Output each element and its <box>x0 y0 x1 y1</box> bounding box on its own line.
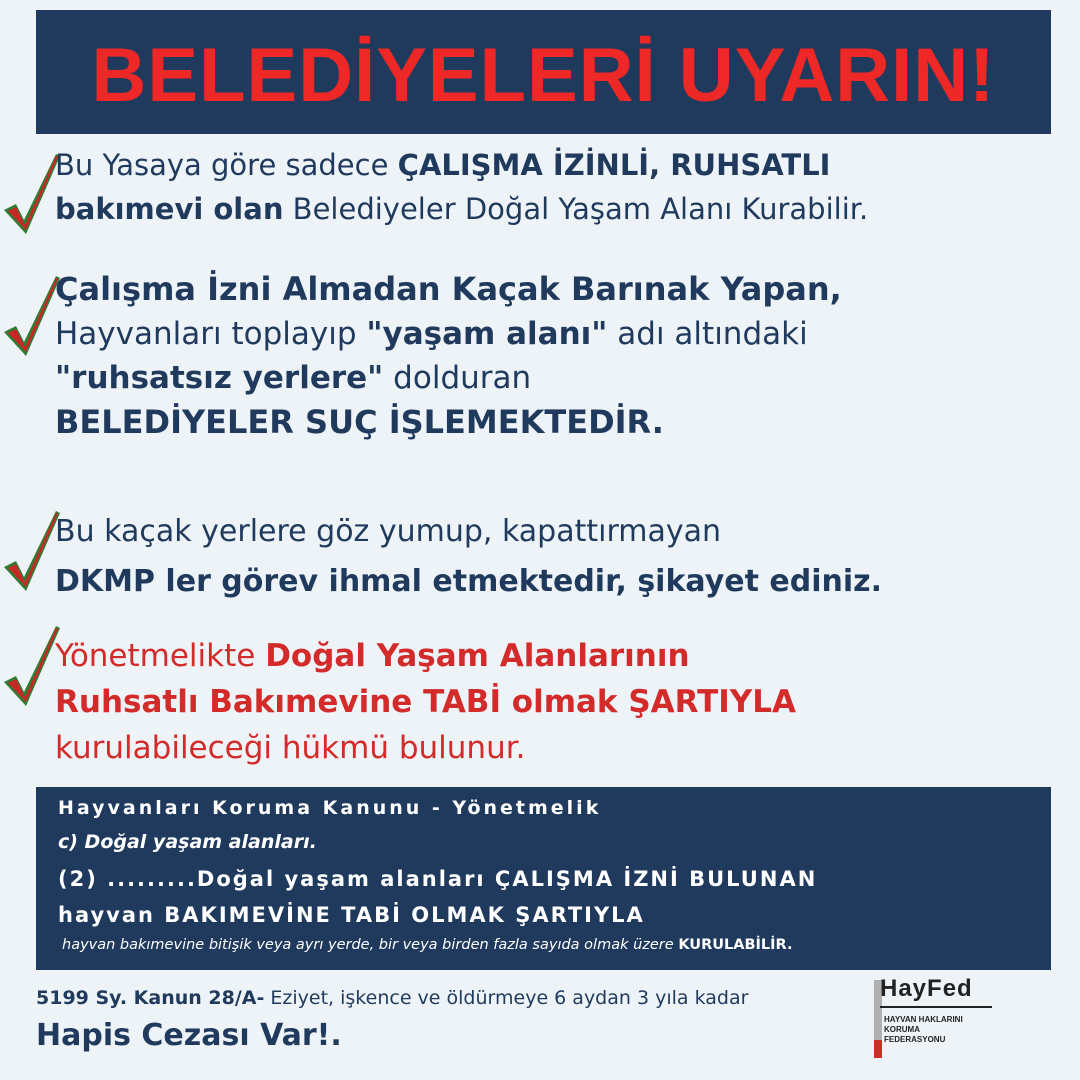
point-4 <box>55 633 1055 771</box>
logo-subtitle <box>884 1015 1024 1045</box>
point-1-text-1: Bu Yasaya göre sadece <box>55 148 398 182</box>
point-1-text-2: Belediyeler Doğal Yaşam Alanı Kurabilir. <box>283 192 869 226</box>
point-2-bold-2: "yaşam alanı" <box>366 316 608 352</box>
point-3-bold-1: DKMP ler görev ihmal etmektedir, şikayet ediniz. <box>55 564 883 599</box>
point-4-text-1: Yönetmelikte <box>55 638 266 674</box>
law-clause-1: (2) .........Doğal yaşam alanları ÇALIŞMA İZNİ BULUNAN <box>58 867 818 891</box>
point-4-bold-2: Ruhsatlı Bakımevine TABİ olmak ŞARTIYLA <box>55 684 796 720</box>
checkmark-icon <box>2 148 60 238</box>
point-2-bold-1: Çalışma İzni Almadan Kaçak Barınak Yapan, <box>55 270 842 308</box>
logo-name: HayFed <box>880 975 973 1002</box>
checkmark-icon <box>2 505 60 595</box>
law-article: c) Doğal yaşam alanları. <box>58 831 317 853</box>
law-clause-3 <box>62 937 793 953</box>
point-1-bold-2: bakımevi olan <box>55 192 284 226</box>
law-box <box>36 787 1051 970</box>
point-4-text-2: kurulabileceği hükmü bulunur. <box>55 730 526 766</box>
checkmark-icon <box>2 620 60 710</box>
point-1 <box>55 143 1055 231</box>
law-clause-2: hayvan BAKIMEVİNE TABİ OLMAK ŞARTIYLA <box>58 903 645 927</box>
law-clause-3-bold: KURULABİLİR. <box>678 937 793 953</box>
law-title: Hayvanları Koruma Kanunu - Yönetmelik <box>58 797 602 819</box>
law-clause-3-text: hayvan bakımevine bitişik veya ayrı yerde, bir veya birden fazla sayıda olmak üzere <box>62 937 679 953</box>
hayfed-logo <box>874 975 1024 1065</box>
law-reference-text: Eziyet, işkence ve öldürmeye 6 aydan 3 yıla kadar <box>264 987 749 1009</box>
point-2-bold-3: "ruhsatsız yerlere" <box>55 360 384 396</box>
point-2-bold-4: BELEDİYELER SUÇ İŞLEMEKTEDİR. <box>55 403 664 441</box>
point-3 <box>55 507 1055 607</box>
law-reference <box>36 987 748 1009</box>
law-reference-bold: 5199 Sy. Kanun 28/A- <box>36 987 265 1009</box>
penalty-text: Hapis Cezası Var!. <box>36 1018 342 1053</box>
point-1-bold-1: ÇALIŞMA İZİNLİ, RUHSATLI <box>397 148 831 182</box>
page-title: BELEDİYELERİ UYARIN! <box>91 33 996 118</box>
checkmark-icon <box>2 270 60 360</box>
logo-bar-red <box>874 1040 882 1058</box>
point-2 <box>55 267 1055 445</box>
point-2-text-2: adı altındaki <box>607 316 808 352</box>
logo-sub-1: HAYVAN HAKLARINI <box>884 1015 963 1024</box>
title-banner <box>36 10 1051 134</box>
logo-sub-2: KORUMA <box>884 1025 920 1034</box>
point-2-text-3: dolduran <box>383 360 532 396</box>
point-2-text-1: Hayvanları toplayıp <box>55 316 367 352</box>
point-3-text-1: Bu kaçak yerlere göz yumup, kapattırmayan <box>55 514 722 549</box>
logo-divider <box>880 1006 992 1008</box>
point-4-bold-1: Doğal Yaşam Alanlarının <box>265 638 690 674</box>
logo-sub-3: FEDERASYONU <box>884 1035 946 1044</box>
